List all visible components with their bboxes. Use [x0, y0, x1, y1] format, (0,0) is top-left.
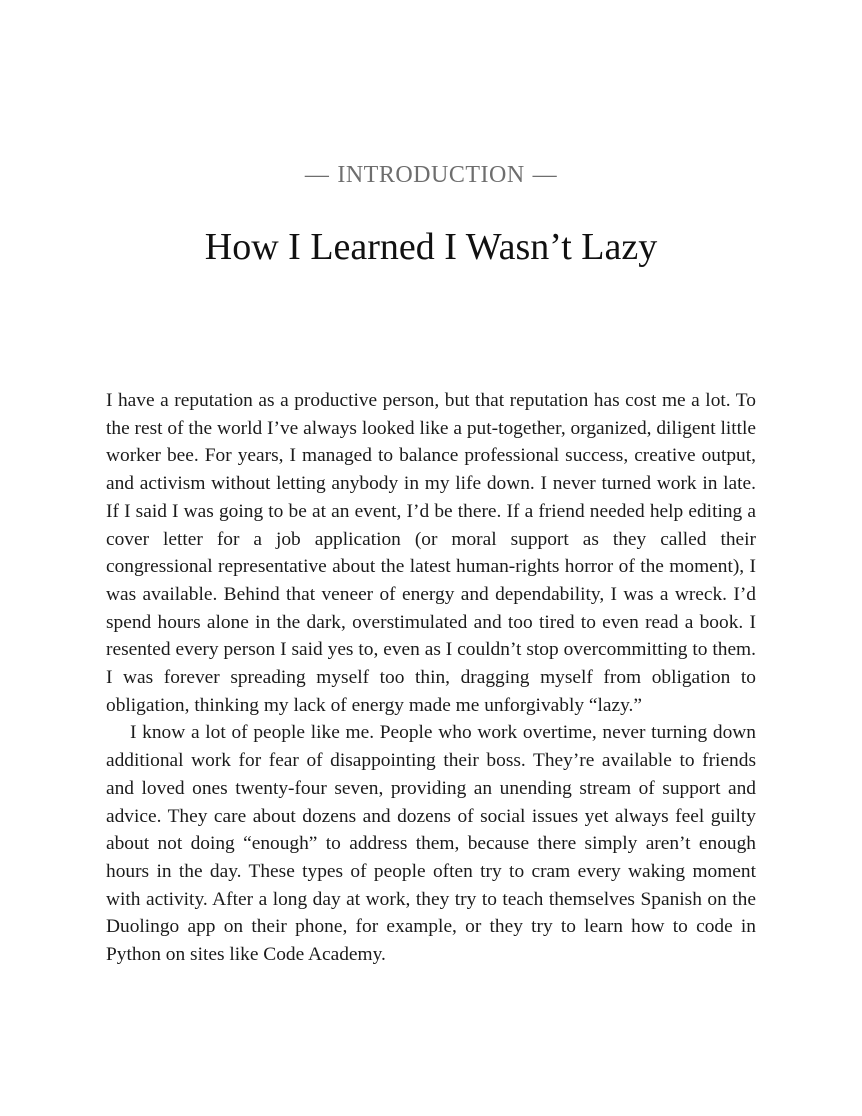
paragraph-2: I know a lot of people like me. People who work overtime, never turning down additional work for fear of disappointing their boss. They’re available to friends and loved ones twenty-four seven, providing an unending stream of support and advice. They care about dozens and dozens of social issues yet always feel guilty about not doing “enough” to address them, because there simply aren’t enough hours in the day. These types of people often try to cram every waking moment with activity. After a long day at work, they try to teach themselves Spanish on the Duolingo app on their phone, for example, or they try to learn how to code in Python on sites like Code Academy. [106, 722, 756, 966]
paragraph-1: I have a reputation as a productive person, but that reputation has cost me a lot. To the rest of the world I’ve always looked like a put-together, organized, diligent little worker bee. For years, I managed to balance professional success, creative output, and activism without letting anybody in my life down. I never turned work in late. If I said I was going to be at an event, I’d be there. If a friend needed help editing a cover letter for a job application (or moral support as they called their congressional representative about the latest human-rights horror of the moment), I was available. Behind that veneer of energy and dependability, I was a wreck. I’d spend hours alone in the dark, overstimulated and too tired to even read a book. I resented every person I said yes to, even as I couldn’t stop overcommitting to them. I was forever spreading myself too thin, dragging myself from obligation to obligation, thinking my lack of energy made me unforgivably “lazy.” [106, 390, 756, 716]
chapter-label-text: INTRODUCTION [337, 162, 525, 188]
chapter-label [0, 162, 862, 189]
chapter-label-dash-right: — [532, 162, 558, 188]
chapter-title: How I Learned I Wasn’t Lazy [204, 226, 658, 268]
body-text [106, 387, 756, 969]
chapter-label-dash-left: — [304, 162, 330, 188]
